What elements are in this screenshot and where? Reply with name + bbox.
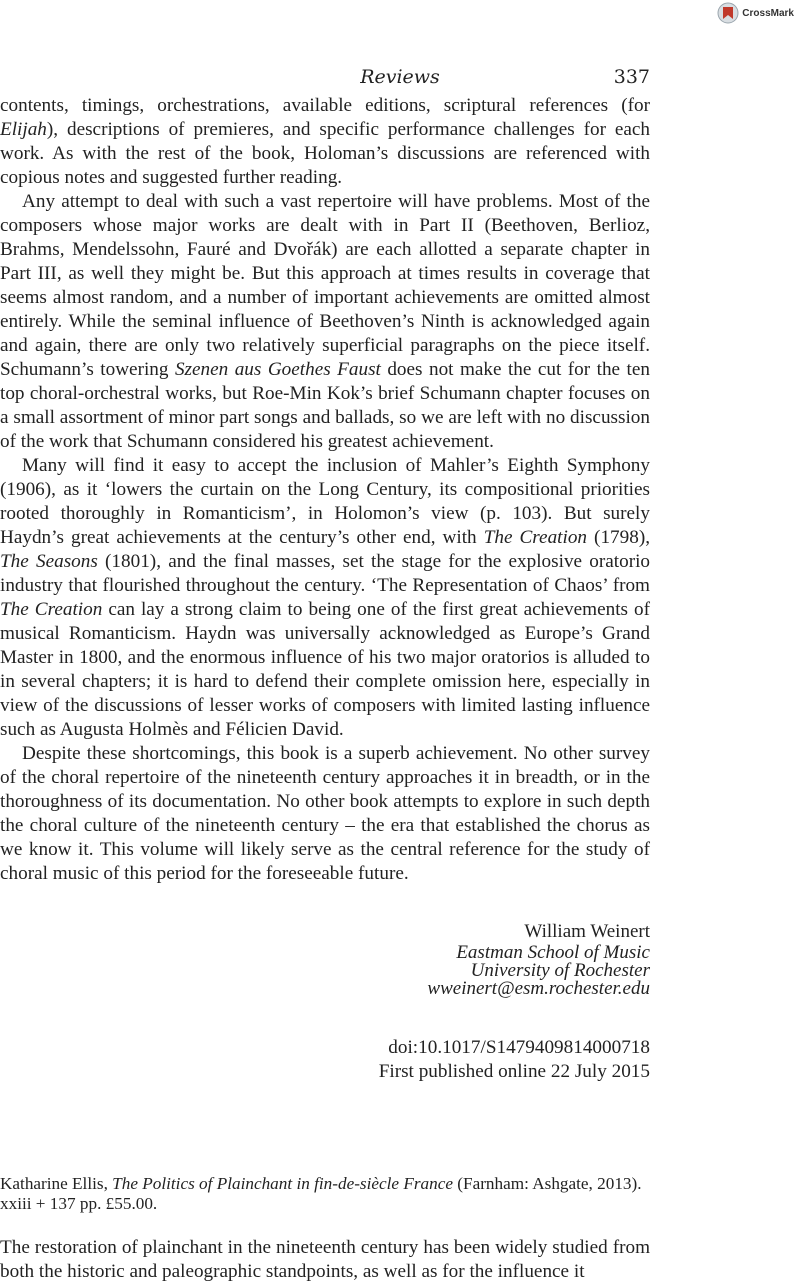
reviewer-email[interactable]: wweinert@esm.rochester.edu bbox=[427, 978, 650, 999]
reviewer-university: University of Rochester bbox=[470, 960, 650, 981]
paragraph: Despite these shortcomings, this book is a superb achievement. No other survey of the choral repertoire of the nineteenth century approaches it in breadth, or in the thoroughness of its documentation. No other book attempts to explore in such depth the choral culture of the nineteenth century – the era that established the chorus as we know it. This volume will likely serve as the central reference for the study of choral music of this period for the foreseeable future. bbox=[0, 743, 650, 884]
crossmark-label: CrossMark bbox=[742, 7, 794, 19]
review-author: Katharine Ellis, bbox=[0, 1174, 108, 1193]
publication-info bbox=[0, 1036, 650, 1084]
doi[interactable]: doi:10.1017/S1479409814000718 bbox=[388, 1037, 650, 1058]
publication-date: First published online 22 July 2015 bbox=[378, 1061, 650, 1082]
running-title: Reviews bbox=[360, 66, 440, 88]
page-number: 337 bbox=[613, 66, 650, 88]
review-book-title: The Politics of Plainchant in fin-de-siècle France bbox=[112, 1174, 453, 1193]
reviewer-name: William Weinert bbox=[524, 921, 650, 942]
crossmark-icon bbox=[717, 2, 739, 24]
crossmark-badge[interactable] bbox=[717, 2, 794, 24]
article-body bbox=[0, 94, 650, 1284]
reviewer-affiliation: Eastman School of Music bbox=[456, 942, 650, 963]
reviewer-signature bbox=[0, 920, 650, 998]
paragraph: Any attempt to deal with such a vast repertoire will have problems. Most of the composers whose major works are dealt with in Part II (Beethoven, Berlioz, Brahms, Mendelssohn, Fauré and Dvořák) are each allotted a separate chapter in Part III, as well they might be. But this approach at times results in coverage that seems almost random, and a number of important achievements are omitted almost entirely. While the seminal influence of Beethoven’s Ninth is acknowledged again and again, there are only two relatively superficial paragraphs on the piece itself. Schumann’s towering Szenen aus Goethes Faust does not make the cut for the ten top choral-orchestral works, but Roe-Min Kok’s brief Schumann chapter focuses on a small assortment of minor part songs and ballads, so we are left with no discussion of the work that Schumann considered his greatest achievement. bbox=[0, 191, 650, 452]
paragraph: Many will find it easy to accept the inclusion of Mahler’s Eighth Symphony (1906), as it ‘lowers the curtain on the Long Century, its compositional priorities rooted thoroughly in Romanticism’, in Holomon’s view (p. 103). But surely Haydn’s great achievements at the century’s other end, with The Creation (1798), The Seasons (1801), and the final masses, set the stage for the explosive oratorio industry that flourished throughout the century. ‘The Representation of Chaos’ from The Creation can lay a strong claim to being one of the first great achievements of musical Romanticism. Haydn was universally acknowledged as Europe’s Grand Master in 1800, and the enormous influence of his two major oratorios is alluded to in several chapters; it is hard to defend their complete omission here, especially in view of the discussions of lesser works of composers with limited lasting influence such as Augusta Holmès and Félicien David. bbox=[0, 455, 651, 740]
running-head bbox=[0, 66, 800, 90]
review-book-details: (Farnham: Ashgate, 2013). xxiii + 137 pp. £55.00. bbox=[0, 1174, 642, 1213]
next-review-citation bbox=[0, 1174, 650, 1214]
paragraph: contents, timings, orchestrations, available editions, scriptural references (for Elijah), descriptions of premieres, and specific performance challenges for each work. As with the rest of the book, Holoman’s discussions are referenced with copious notes and suggested further reading. bbox=[0, 95, 650, 188]
next-review-opening: The restoration of plainchant in the nineteenth century has been widely studied from both the historic and paleographic standpoints, as well as for the influence it bbox=[0, 1237, 650, 1282]
